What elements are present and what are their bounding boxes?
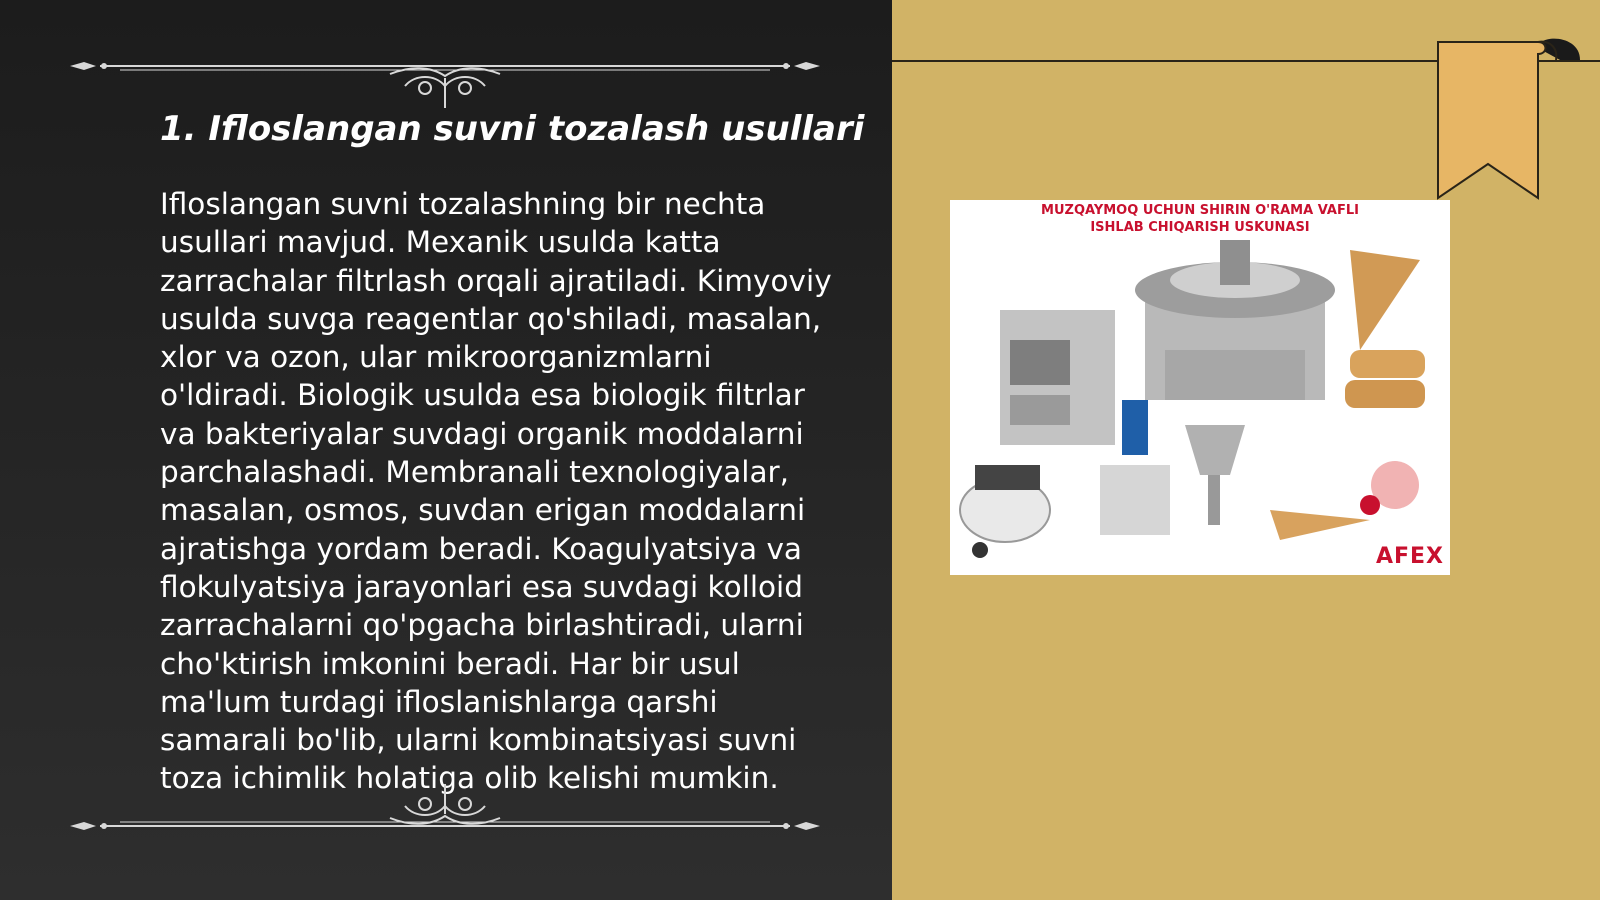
product-photo <box>950 200 1450 575</box>
ornament-divider-icon <box>60 780 830 840</box>
slide-body-text: Ifloslangan suvni tozalashning bir nechta usullari mavjud. Mexanik usulda katta zarrachalar filtrlash orqali ajratiladi. Kimyoviy usulda suvga reagentlar qo'shiladi, masalan, xlor va ozon, ular mikroorganizmlarni o'ldiradi. Biologik usulda esa biologik filtrlar va bakteriyalar suvdagi organik moddalarni parchalashadi. Membranali texnologiyalar, masalan, osmos, suvdan erigan moddalarni ajratishga yordam beradi. Koagulyatsiya va flokulyatsiya jarayonlari esa suvdagi kolloid zarrachalarni qo'pgacha birlashtiradi, ularni cho'ktirish imkonini beradi. Har bir usul ma'lum turdagi ifloslanishlarga qarshi samarali bo'lib, ularni kombinatsiyasi suvni toza ichimlik holatiga olib kelishi mumkin. <box>160 187 832 796</box>
photo-caption: MUZQAYMOQ UCHUN SHIRIN O'RAMA VAFLI ISHLAB CHIQARISH USKUNASI <box>1041 203 1359 235</box>
ornament-divider-icon <box>60 52 830 112</box>
bookmark-ribbon-icon <box>1430 34 1590 204</box>
slide-title: 1. Ifloslangan suvni tozalash usullari <box>160 109 865 149</box>
brand-logo: AFEX <box>1375 544 1444 569</box>
machine-illustration <box>950 200 1450 575</box>
